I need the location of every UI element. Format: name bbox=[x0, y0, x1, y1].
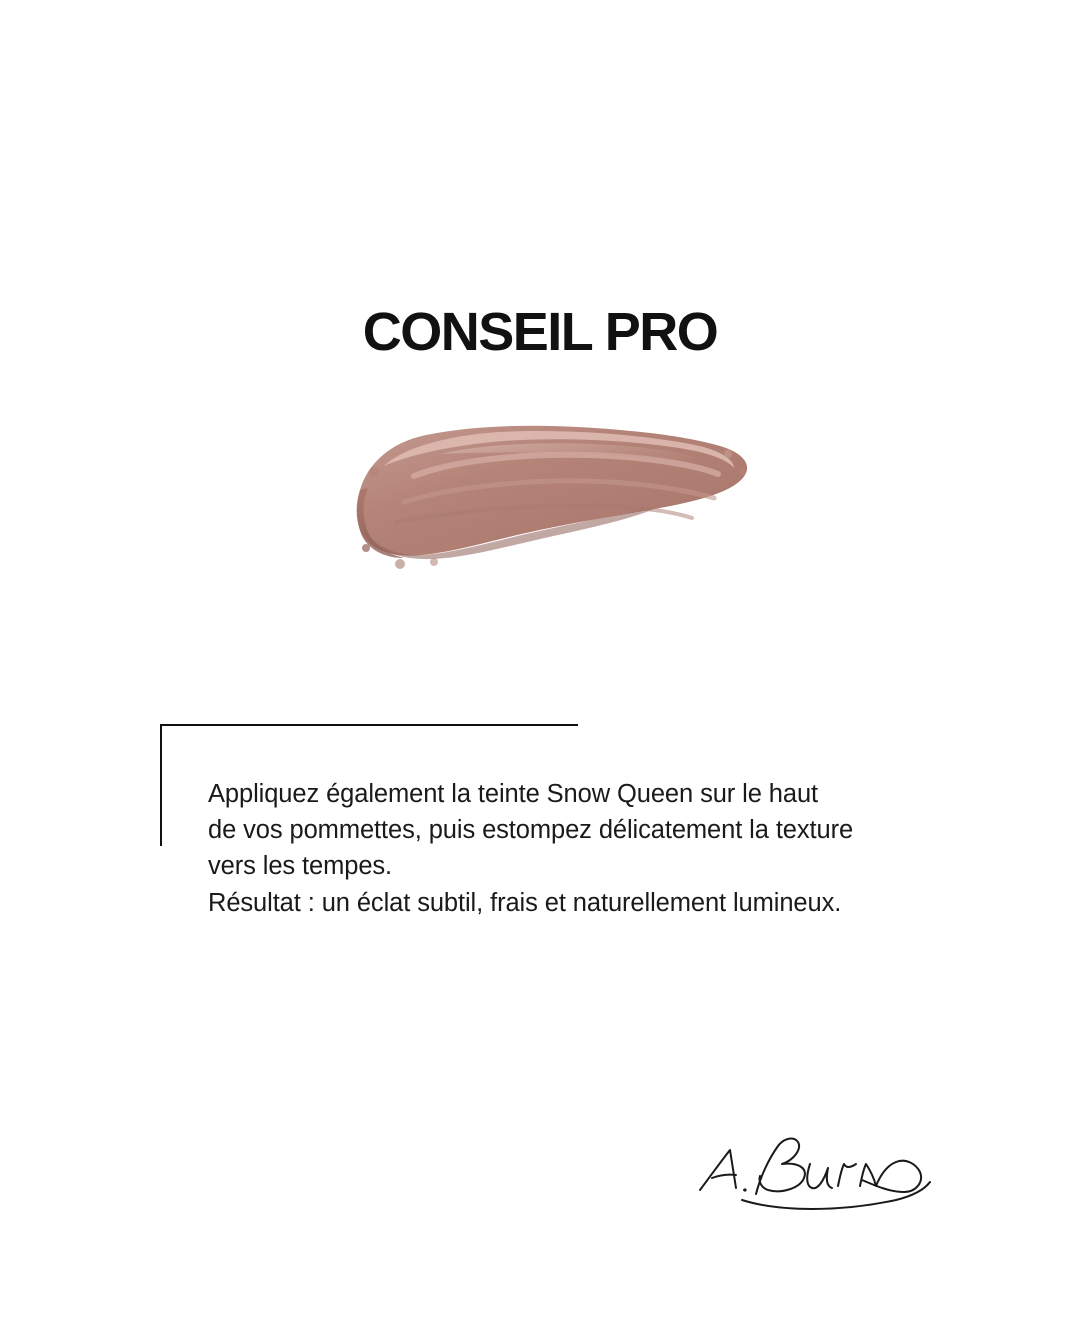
callout-line-1: Appliquez également la teinte Snow Queen sur le haut bbox=[208, 780, 819, 808]
page-title: CONSEIL PRO bbox=[362, 302, 718, 363]
bracket-left-line bbox=[160, 724, 162, 846]
handwritten-signature bbox=[690, 1120, 950, 1230]
callout-line-4: Résultat : un éclat subtil, frais et naturellement lumineux. bbox=[208, 888, 842, 917]
callout-line-3: vers les tempes. bbox=[208, 852, 393, 881]
callout-block bbox=[160, 724, 960, 954]
callout-text bbox=[208, 776, 948, 921]
bracket-top-line bbox=[160, 724, 578, 726]
lipstick-cream-swatch bbox=[330, 402, 770, 602]
callout-line-2: de vos pommettes, puis estompez délicatement la texture bbox=[208, 816, 854, 845]
